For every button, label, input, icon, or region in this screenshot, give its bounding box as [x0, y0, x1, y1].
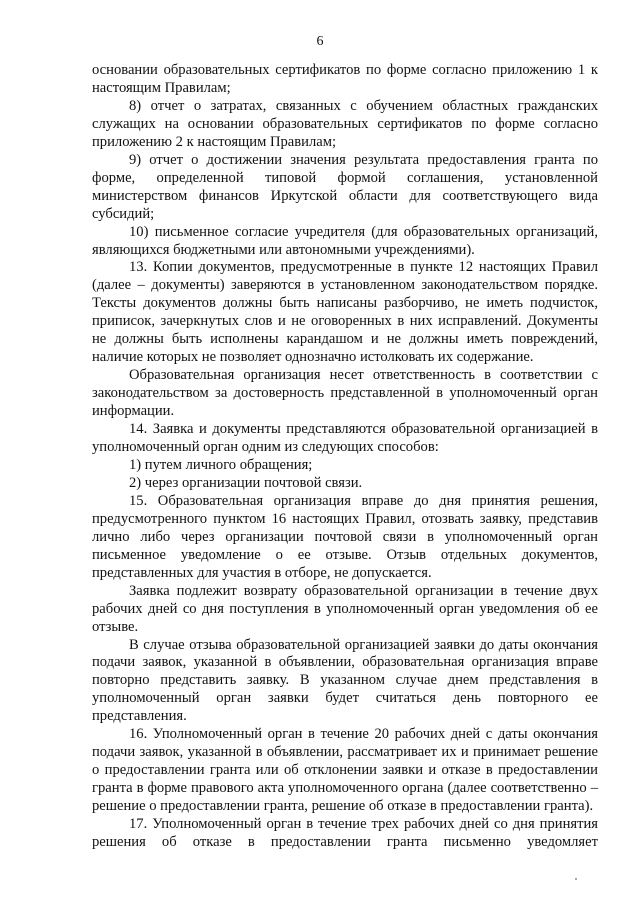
paragraph-withdrawal: В случае отзыва образовательной организацией заявки до даты окончания подачи заявок, указанной в объявлении, образовательная организация вправе повторно представить заявку. В указанном случае днем представления в уполномоченный орган заявки будет считаться день повторного ее представления.	[92, 636, 598, 725]
document-body	[92, 62, 598, 852]
paragraph-section-17: 17. Уполномоченный орган в течение трех рабочих дней со дня принятия решения об отказе в предоставлении гранта письменно уведомляет	[92, 816, 598, 850]
paragraph-method-1: 1) путем личного обращения;	[129, 456, 313, 473]
scan-speck	[575, 878, 577, 880]
paragraph-continuation: основании образовательных сертификатов по форме согласно приложению 1 к настоящим Правилам;	[92, 62, 598, 96]
paragraph-section-16: 16. Уполномоченный орган в течение 20 рабочих дней с даты окончания подачи заявок, указанной в объявлении, рассматривает их и принимает решение о предоставлении гранта или об отклонении заявки и отказе в предоставлении гранта в форме правового акта уполномоченного органа (далее соответственно – решение о предоставлении гранта, решение об отказе в предоставлении гранта).	[92, 726, 598, 815]
paragraph-item-8: 8) отчет о затратах, связанных с обучением областных гражданских служащих на основании образовательных сертификатов по форме согласно приложению 2 к настоящим Правилам;	[92, 97, 598, 150]
paragraph-method-2: 2) через организации почтовой связи.	[129, 474, 363, 491]
page-number: 6	[316, 34, 324, 49]
paragraph-section-14: 14. Заявка и документы представляются образовательной организацией в уполномоченный орган одним из следующих способов:	[92, 421, 598, 456]
paragraph-return: Заявка подлежит возврату образовательной организации в течение двух рабочих дней со дня поступления в уполномоченный орган уведомления об ее отзыве.	[92, 582, 598, 635]
paragraph-section-13: 13. Копии документов, предусмотренные в пункте 12 настоящих Правил (далее – документы) заверяются в установленном законодательством порядке. Тексты документов должны быть написаны разборчиво, не иметь подчисток, приписок, зачеркнутых слов и не оговоренных в них исправлений. Документы не должны быть исполнены карандашом и не должны иметь повреждений, наличие которых не позволяет однозначно истолковать их содержание.	[92, 259, 598, 366]
paragraph-responsibility: Образовательная организация несет ответственность в соответствии с законодательством за достоверность представленной в уполномоченный орган информации.	[92, 367, 598, 420]
paragraph-section-15: 15. Образовательная организация вправе до дня принятия решения, предусмотренного пунктом 16 настоящих Правил, отозвать заявку, представив лично либо через организации почтовой связи в уполномоченный орган письменное уведомление о ее отзыве. Отзыв отдельных документов, представленных для участия в отборе, не допускается.	[92, 492, 598, 581]
paragraph-item-10: 10) письменное согласие учредителя (для образовательных организаций, являющихся бюджетными или автономными учреждениями).	[92, 223, 598, 258]
paragraph-item-9: 9) отчет о достижении значения результата предоставления гранта по форме, определенной типовой формой соглашения, установленной министерством финансов Иркутской области для соответствующего вида субсидий;	[92, 151, 598, 222]
